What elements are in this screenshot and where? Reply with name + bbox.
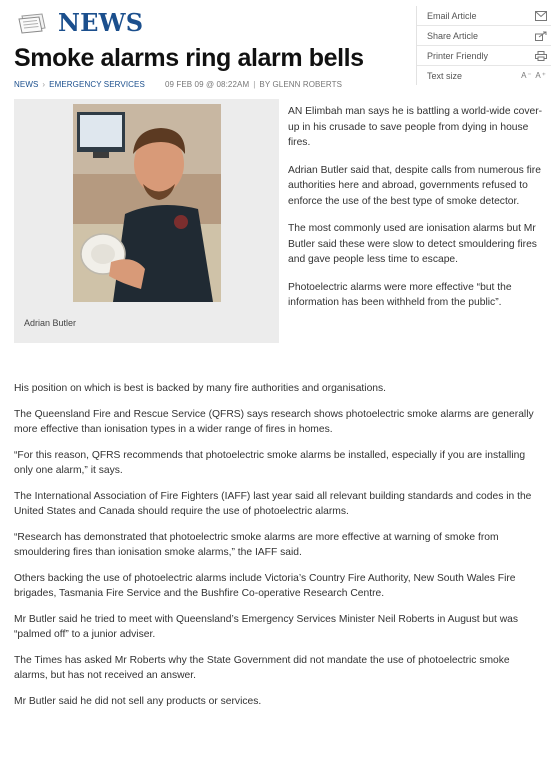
paragraph: Others backing the use of photoelectric alarms include Victoria’s Country Fire Authority, New South Wales Fire brigades, Tasmania Fire Service and the Bushfire Co-operative Research Centre. (14, 572, 516, 599)
man-holding-smoke-alarm-image (73, 104, 221, 302)
paragraph: Mr Butler said he tried to meet with Queensland’s Emergency Services Minister Neil Roberts in August but was “palmed off” to a junior adviser. (14, 613, 519, 640)
text-size-label: Text size (427, 70, 463, 81)
article-byline: BY GLENN ROBERTS (259, 80, 343, 89)
share-icon (535, 31, 547, 41)
article-date: 09 FEB 09 @ 08:22AM (164, 80, 250, 89)
photo-caption: Adrian Butler (24, 318, 77, 328)
text-size-buttons[interactable]: A⁻ A⁺ (521, 71, 547, 80)
paragraph: The most commonly used are ionisation alarms but Mr Butler said these were slow to detect smouldering fires and gave people less time to escape. (288, 223, 537, 265)
paragraph: “For this reason, QFRS recommends that photoelectric smoke alarms be installed, especially if you are installing only one alarm,” it says. (14, 449, 526, 476)
printer-friendly-button[interactable] (417, 46, 551, 66)
envelope-icon (535, 11, 547, 21)
printer-friendly-label: Printer Friendly (427, 50, 489, 61)
breadcrumb-emergency-services[interactable]: EMERGENCY SERVICES (49, 80, 145, 89)
paragraph: The International Association of Fire Fighters (IAFF) last year said all relevant building standards and codes in the United States and Canada should require the use of photoelectric alarms. (14, 490, 532, 517)
paragraph: The Times has asked Mr Roberts why the State Government did not mandate the use of photoelectric smoke alarms, but has not received an answer. (14, 654, 510, 681)
breadcrumb-news[interactable]: NEWS (14, 80, 39, 89)
paragraph: His position on which is best is backed by many fire authorities and organisations. (14, 383, 387, 394)
share-article-button[interactable] (417, 26, 551, 46)
paragraph: Adrian Butler said that, despite calls from numerous fire authorities here and abroad, governments refused to enforce the use of the best type of smoke detector. (288, 164, 541, 207)
email-article-label: Email Article (427, 10, 477, 21)
breadcrumb-chevron-icon: › (42, 80, 46, 89)
newspaper-icon (18, 12, 48, 34)
article-body (14, 381, 544, 719)
article-photo[interactable] (73, 104, 221, 302)
text-size-control (417, 66, 551, 85)
email-article-button[interactable] (417, 6, 551, 26)
paragraph: Photoelectric alarms were more effective “but the information has been withheld from the public”. (288, 281, 512, 308)
article-headline: Smoke alarms ring alarm bells (14, 44, 364, 72)
meta-divider: | (253, 80, 256, 89)
printer-icon (535, 51, 547, 61)
share-article-label: Share Article (427, 30, 479, 41)
paragraph: “Research has demonstrated that photoelectric smoke alarms are more effective at warning of smoke from smouldering fires than ionisation smoke alarms,” the IAFF said. (14, 531, 499, 558)
article-meta (14, 80, 342, 89)
paragraph: AN Elimbah man says he is battling a world-wide cover-up in his crusade to save people from dying in house fires. (288, 106, 543, 148)
paragraph: The Queensland Fire and Rescue Service (QFRS) says research shows photoelectric smoke alarms are generally more effective than ionisation types in a wider range of fires in homes. (14, 408, 534, 435)
article-tools (416, 6, 551, 85)
article-intro (288, 104, 544, 323)
paragraph: Mr Butler said he did not sell any products or services. (14, 695, 262, 707)
section-label: NEWS (58, 8, 144, 37)
section-header (18, 8, 143, 37)
photo-container (14, 99, 279, 343)
